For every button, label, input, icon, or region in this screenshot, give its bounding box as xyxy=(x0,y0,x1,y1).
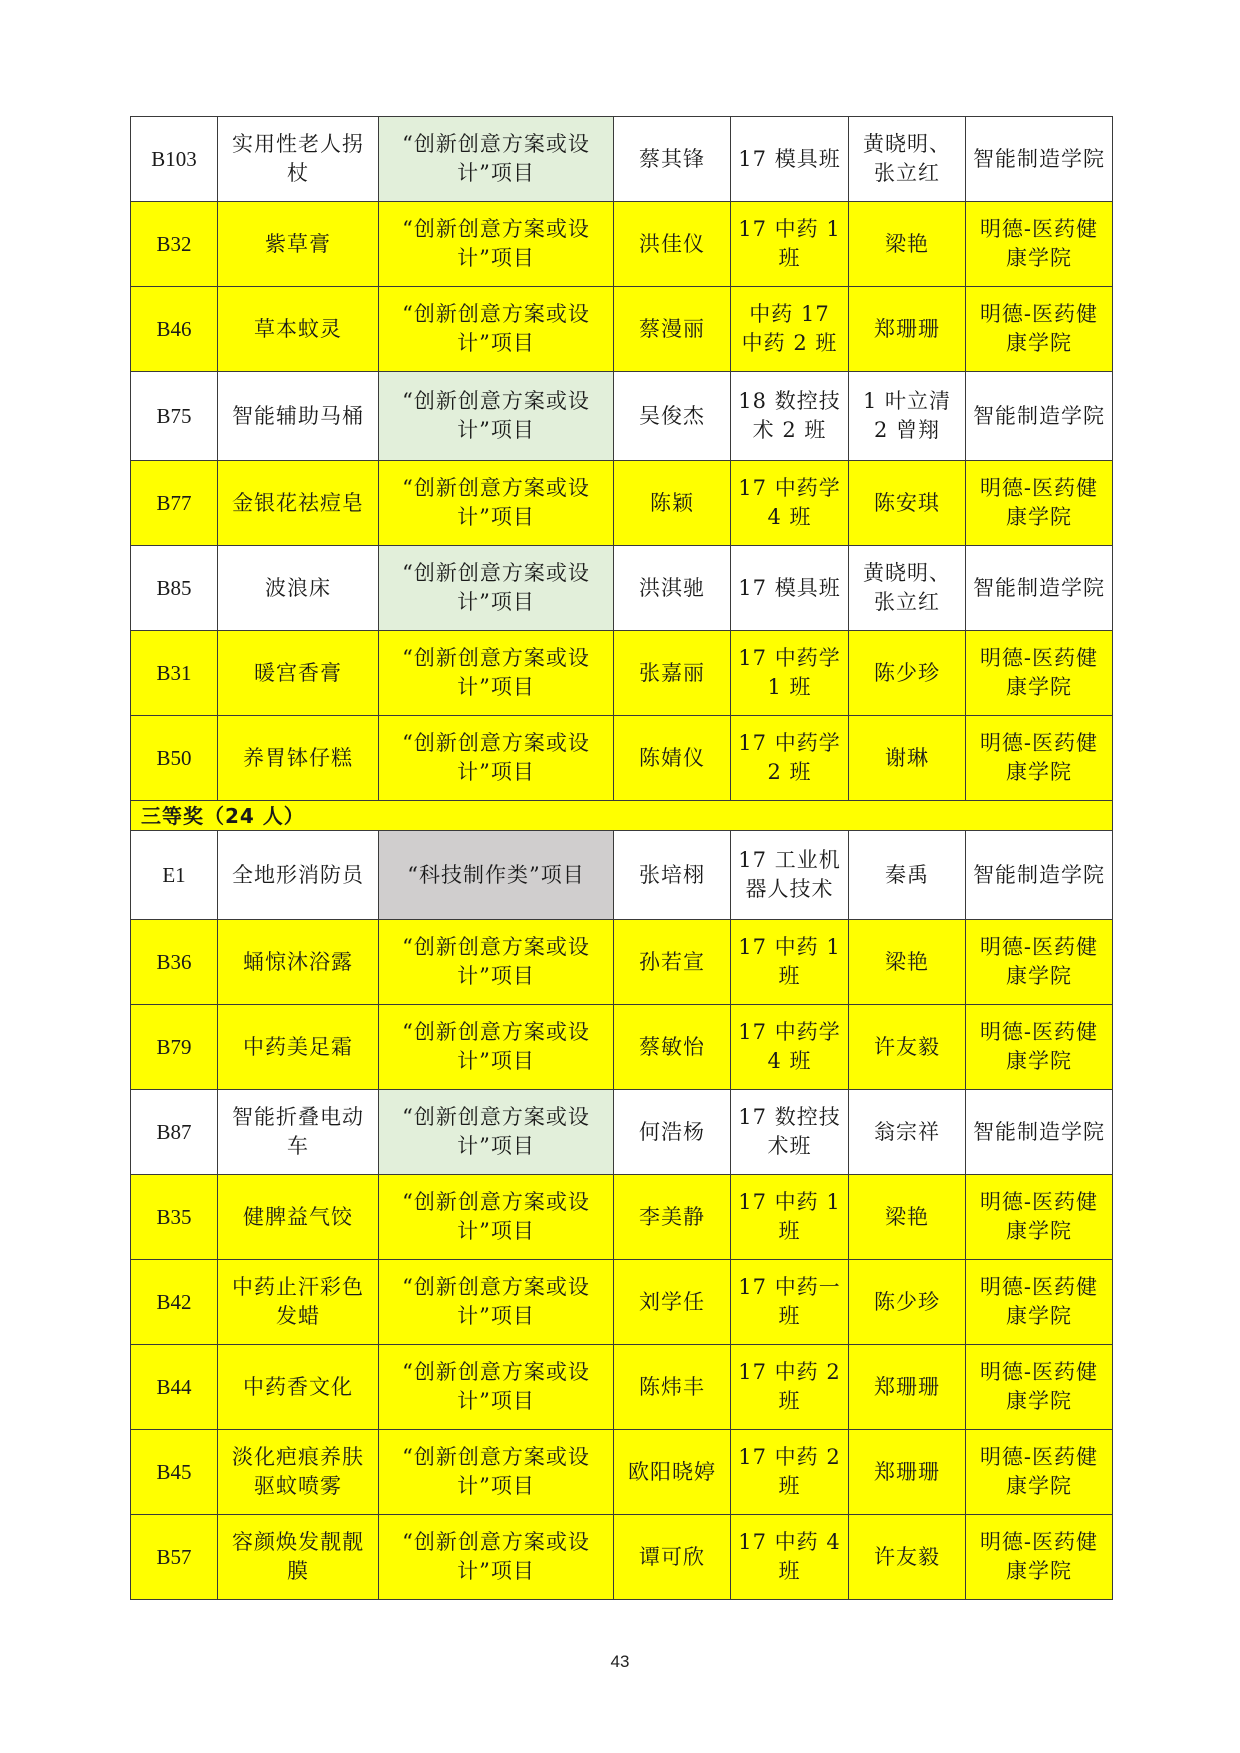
entry-code: B31 xyxy=(131,631,218,716)
student-name: 洪淇驰 xyxy=(614,546,731,631)
student-name: 张嘉丽 xyxy=(614,631,731,716)
student-name: 蔡其锋 xyxy=(614,117,731,202)
awards-table xyxy=(130,116,1113,1600)
advisor-name: 秦禹 xyxy=(849,831,966,920)
class-name: 17 中药 2 班 xyxy=(731,1430,849,1515)
advisor-name: 梁艳 xyxy=(849,920,966,1005)
class-name: 17 中药 1 班 xyxy=(731,920,849,1005)
class-name: 17 中药一班 xyxy=(731,1260,849,1345)
project-name: 实用性老人拐杖 xyxy=(218,117,379,202)
project-name: 健脾益气饺 xyxy=(218,1175,379,1260)
table-row xyxy=(131,546,1113,631)
class-name: 17 数控技术班 xyxy=(731,1090,849,1175)
student-name: 谭可欣 xyxy=(614,1515,731,1600)
section-heading-row xyxy=(131,801,1113,831)
class-name: 17 模具班 xyxy=(731,546,849,631)
project-category: “创新创意方案或设计”项目 xyxy=(379,546,614,631)
school-name: 明德-医药健康学院 xyxy=(966,1430,1113,1515)
project-name: 容颜焕发靓靓膜 xyxy=(218,1515,379,1600)
third-prize-section xyxy=(131,801,1113,831)
class-name: 17 模具班 xyxy=(731,117,849,202)
project-name: 金银花祛痘皂 xyxy=(218,461,379,546)
table-row xyxy=(131,287,1113,372)
project-category: “创新创意方案或设计”项目 xyxy=(379,716,614,801)
school-name: 智能制造学院 xyxy=(966,117,1113,202)
project-name: 中药止汗彩色发蜡 xyxy=(218,1260,379,1345)
table-row xyxy=(131,372,1113,461)
project-name: 淡化疤痕养肤驱蚊喷雾 xyxy=(218,1430,379,1515)
project-category: “创新创意方案或设计”项目 xyxy=(379,631,614,716)
project-category: “创新创意方案或设计”项目 xyxy=(379,372,614,461)
student-name: 何浩杨 xyxy=(614,1090,731,1175)
class-name: 17 中药学 4 班 xyxy=(731,461,849,546)
advisor-name: 许友毅 xyxy=(849,1515,966,1600)
school-name: 智能制造学院 xyxy=(966,546,1113,631)
advisor-name: 郑珊珊 xyxy=(849,1430,966,1515)
project-name: 全地形消防员 xyxy=(218,831,379,920)
table-row xyxy=(131,1090,1113,1175)
school-name: 智能制造学院 xyxy=(966,831,1113,920)
school-name: 明德-医药健康学院 xyxy=(966,1515,1113,1600)
project-category: “创新创意方案或设计”项目 xyxy=(379,1175,614,1260)
entry-code: B32 xyxy=(131,202,218,287)
class-name: 17 中药 4 班 xyxy=(731,1515,849,1600)
student-name: 陈炜丰 xyxy=(614,1345,731,1430)
advisor-name: 陈少珍 xyxy=(849,1260,966,1345)
entry-code: B77 xyxy=(131,461,218,546)
table-row xyxy=(131,716,1113,801)
student-name: 陈颖 xyxy=(614,461,731,546)
student-name: 蔡敏怡 xyxy=(614,1005,731,1090)
table-row xyxy=(131,117,1113,202)
advisor-name: 谢琳 xyxy=(849,716,966,801)
advisor-name: 1 叶立清 2 曾翔 xyxy=(849,372,966,461)
table-row xyxy=(131,831,1113,920)
entry-code: B36 xyxy=(131,920,218,1005)
student-name: 李美静 xyxy=(614,1175,731,1260)
project-category: “创新创意方案或设计”项目 xyxy=(379,1260,614,1345)
entry-code: B57 xyxy=(131,1515,218,1600)
project-name: 智能辅助马桶 xyxy=(218,372,379,461)
project-category: “创新创意方案或设计”项目 xyxy=(379,202,614,287)
advisor-name: 许友毅 xyxy=(849,1005,966,1090)
project-category: “科技制作类”项目 xyxy=(379,831,614,920)
project-name: 养胃钵仔糕 xyxy=(218,716,379,801)
advisor-name: 翁宗祥 xyxy=(849,1090,966,1175)
class-name: 中药 17 中药 2 班 xyxy=(731,287,849,372)
class-name: 18 数控技术 2 班 xyxy=(731,372,849,461)
table-row xyxy=(131,1005,1113,1090)
project-name: 波浪床 xyxy=(218,546,379,631)
project-category: “创新创意方案或设计”项目 xyxy=(379,461,614,546)
school-name: 明德-医药健康学院 xyxy=(966,631,1113,716)
table-row xyxy=(131,1175,1113,1260)
school-name: 智能制造学院 xyxy=(966,372,1113,461)
class-name: 17 中药学 2 班 xyxy=(731,716,849,801)
entry-code: B44 xyxy=(131,1345,218,1430)
school-name: 明德-医药健康学院 xyxy=(966,287,1113,372)
table-row xyxy=(131,920,1113,1005)
entry-code: B35 xyxy=(131,1175,218,1260)
table-row xyxy=(131,1345,1113,1430)
project-category: “创新创意方案或设计”项目 xyxy=(379,1515,614,1600)
entry-code: B87 xyxy=(131,1090,218,1175)
class-name: 17 中药 1 班 xyxy=(731,202,849,287)
project-category: “创新创意方案或设计”项目 xyxy=(379,287,614,372)
project-name: 草本蚊灵 xyxy=(218,287,379,372)
advisor-name: 黄晓明、张立红 xyxy=(849,546,966,631)
project-name: 蛹惊沐浴露 xyxy=(218,920,379,1005)
table-row xyxy=(131,202,1113,287)
student-name: 刘学任 xyxy=(614,1260,731,1345)
student-name: 欧阳晓婷 xyxy=(614,1430,731,1515)
advisor-name: 陈少珍 xyxy=(849,631,966,716)
project-category: “创新创意方案或设计”项目 xyxy=(379,920,614,1005)
page-number: 43 xyxy=(610,1652,630,1671)
entry-code: B42 xyxy=(131,1260,218,1345)
table-row xyxy=(131,1260,1113,1345)
project-category: “创新创意方案或设计”项目 xyxy=(379,1430,614,1515)
advisor-name: 黄晓明、张立红 xyxy=(849,117,966,202)
entry-code: B85 xyxy=(131,546,218,631)
project-category: “创新创意方案或设计”项目 xyxy=(379,1345,614,1430)
entry-code: B46 xyxy=(131,287,218,372)
school-name: 明德-医药健康学院 xyxy=(966,1175,1113,1260)
table-row xyxy=(131,1515,1113,1600)
student-name: 孙若宣 xyxy=(614,920,731,1005)
school-name: 明德-医药健康学院 xyxy=(966,1345,1113,1430)
project-category: “创新创意方案或设计”项目 xyxy=(379,1090,614,1175)
student-name: 吴俊杰 xyxy=(614,372,731,461)
advisor-name: 郑珊珊 xyxy=(849,287,966,372)
school-name: 明德-医药健康学院 xyxy=(966,920,1113,1005)
entry-code: B79 xyxy=(131,1005,218,1090)
entry-code: E1 xyxy=(131,831,218,920)
table-row xyxy=(131,1430,1113,1515)
advisor-name: 梁艳 xyxy=(849,1175,966,1260)
project-name: 中药香文化 xyxy=(218,1345,379,1430)
third-prize-rows xyxy=(131,831,1113,1600)
student-name: 张培栩 xyxy=(614,831,731,920)
project-name: 紫草膏 xyxy=(218,202,379,287)
class-name: 17 中药学 1 班 xyxy=(731,631,849,716)
entry-code: B103 xyxy=(131,117,218,202)
student-name: 蔡漫丽 xyxy=(614,287,731,372)
project-name: 智能折叠电动车 xyxy=(218,1090,379,1175)
class-name: 17 中药 2 班 xyxy=(731,1345,849,1430)
school-name: 明德-医药健康学院 xyxy=(966,716,1113,801)
class-name: 17 工业机器人技术 xyxy=(731,831,849,920)
school-name: 明德-医药健康学院 xyxy=(966,461,1113,546)
school-name: 明德-医药健康学院 xyxy=(966,1260,1113,1345)
entry-code: B75 xyxy=(131,372,218,461)
table-row xyxy=(131,631,1113,716)
class-name: 17 中药 1 班 xyxy=(731,1175,849,1260)
school-name: 明德-医药健康学院 xyxy=(966,202,1113,287)
school-name: 智能制造学院 xyxy=(966,1090,1113,1175)
advisor-name: 梁艳 xyxy=(849,202,966,287)
advisor-name: 郑珊珊 xyxy=(849,1345,966,1430)
project-name: 中药美足霜 xyxy=(218,1005,379,1090)
second-prize-rows xyxy=(131,117,1113,801)
entry-code: B45 xyxy=(131,1430,218,1515)
project-category: “创新创意方案或设计”项目 xyxy=(379,1005,614,1090)
student-name: 陈婧仪 xyxy=(614,716,731,801)
advisor-name: 陈安琪 xyxy=(849,461,966,546)
entry-code: B50 xyxy=(131,716,218,801)
table-row xyxy=(131,461,1113,546)
section-heading: 三等奖（24 人） xyxy=(131,801,1113,831)
school-name: 明德-医药健康学院 xyxy=(966,1005,1113,1090)
project-name: 暖宫香膏 xyxy=(218,631,379,716)
student-name: 洪佳仪 xyxy=(614,202,731,287)
project-category: “创新创意方案或设计”项目 xyxy=(379,117,614,202)
class-name: 17 中药学 4 班 xyxy=(731,1005,849,1090)
